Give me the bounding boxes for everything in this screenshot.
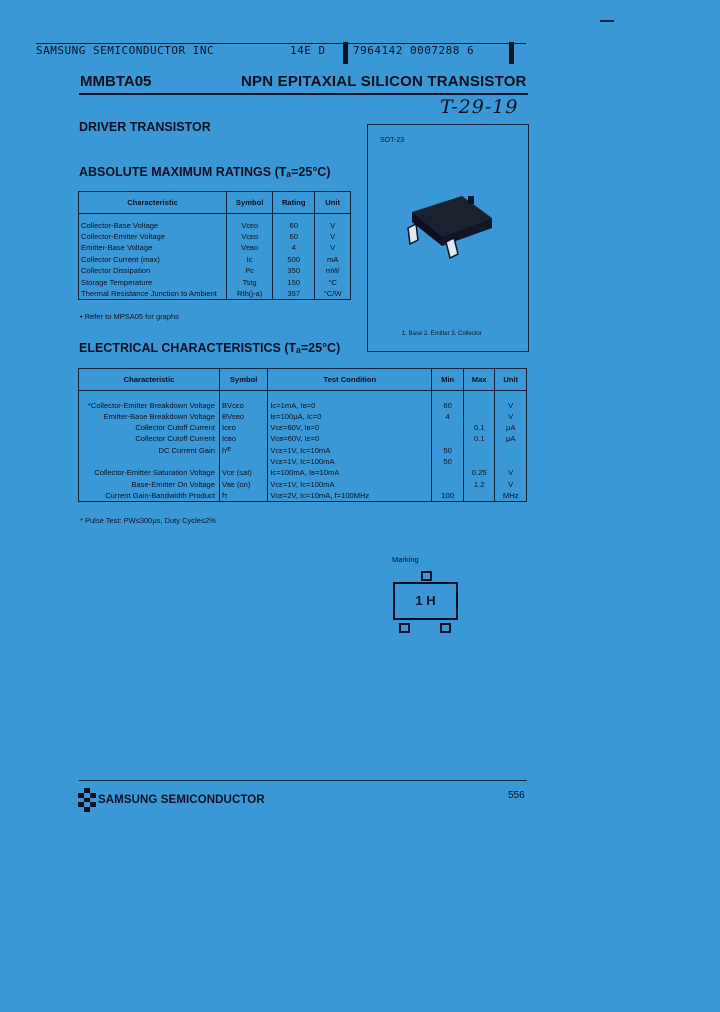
col-symbol: Symbol xyxy=(227,192,273,214)
part-number: MMBTA05 xyxy=(80,73,152,90)
cell-condition: Iᴄ=100mA, Iʙ=10mA xyxy=(268,467,432,478)
cell-condition: Iᴄ=1mA, Iʙ=0 xyxy=(268,400,432,411)
cell-max xyxy=(463,490,495,502)
table-row xyxy=(79,254,351,265)
header-rule xyxy=(36,43,526,44)
cell-characteristic: Collector-Emitter Saturation Voltage xyxy=(79,467,220,478)
cell-symbol: Iᴄᴇᴏ xyxy=(219,422,267,433)
handwritten-annotation: T-29-19 xyxy=(440,96,519,118)
cell-condition: Vᴄᴇ=2V, Iᴄ=10mA, f=100MHz xyxy=(268,490,432,502)
package-label: SOT-23 xyxy=(380,137,405,144)
cell-condition: Vᴄᴇ=1V, Iᴄ=100mA xyxy=(268,456,432,467)
table-row xyxy=(79,400,527,411)
subtitle: DRIVER TRANSISTOR xyxy=(79,120,211,134)
cell-unit: V xyxy=(315,242,351,253)
cell-condition: Iᴇ=100μA, Iᴄ=0 xyxy=(268,411,432,422)
cell-min xyxy=(432,467,464,478)
cell-rating: 350 xyxy=(273,265,315,276)
package-pin-1 xyxy=(408,224,418,244)
table-spacer xyxy=(79,391,527,400)
electrical-heading: ELECTRICAL CHARACTERISTICS (Tₐ=25°C) xyxy=(79,341,341,355)
package-pin-3 xyxy=(468,196,474,204)
cell-characteristic: Emitter-Base Breakdown Voltage xyxy=(79,411,220,422)
cell-min: 100 xyxy=(432,490,464,502)
col-rating: Rating xyxy=(273,192,315,214)
cell-condition: Vᴄᴇ=1V, Iᴄ=100mA xyxy=(268,479,432,490)
table-row xyxy=(79,265,351,276)
table-row xyxy=(79,288,351,300)
cell-unit: μA xyxy=(495,433,527,444)
cell-symbol: Tstg xyxy=(227,277,273,288)
cell-max: 1.2 xyxy=(463,479,495,490)
table-row xyxy=(79,456,527,467)
samsung-logo-icon xyxy=(78,788,96,812)
electrical-table xyxy=(78,368,527,502)
cell-rating: 500 xyxy=(273,254,315,265)
cell-symbol: Vᴄᴇᴏ xyxy=(227,231,273,242)
title-rule xyxy=(79,93,528,95)
cell-characteristic: *Collector-Emitter Breakdown Voltage xyxy=(79,400,220,411)
header-bar-left xyxy=(343,42,348,64)
cell-unit: °C xyxy=(315,277,351,288)
col-max: Max xyxy=(463,369,495,391)
cell-characteristic: Storage Temperature xyxy=(79,277,227,288)
table-row xyxy=(79,277,351,288)
cell-symbol: Rth(j-a) xyxy=(227,288,273,300)
cell-unit: μA xyxy=(495,422,527,433)
table-row xyxy=(79,490,527,502)
table-row xyxy=(79,411,527,422)
marking-pin-left xyxy=(399,623,410,633)
cell-unit: MHz xyxy=(495,490,527,502)
marking-pin-top xyxy=(421,571,432,581)
cell-unit: V xyxy=(315,220,351,231)
cell-condition: Vᴄᴇ=60V, Iʙ=0 xyxy=(268,422,432,433)
cell-symbol: hᶠᴱ xyxy=(219,445,267,456)
table-row xyxy=(79,433,527,444)
cell-unit xyxy=(495,445,527,456)
cell-symbol: Vᴇʙᴏ xyxy=(227,242,273,253)
cell-symbol: Iᴄ xyxy=(227,254,273,265)
cell-rating: 4 xyxy=(273,242,315,253)
sot23-package-illustration xyxy=(400,190,500,270)
package-legend: 1. Base 2. Emitter 3. Collector xyxy=(402,331,482,337)
footer-rule xyxy=(79,780,527,781)
header-bar-right xyxy=(509,42,514,64)
table-row xyxy=(79,231,351,242)
cell-min xyxy=(432,479,464,490)
cell-symbol: Pᴄ xyxy=(227,265,273,276)
cell-max xyxy=(463,411,495,422)
cell-unit: V xyxy=(315,231,351,242)
col-test-condition: Test Condition xyxy=(268,369,432,391)
cell-max xyxy=(463,445,495,456)
cell-max xyxy=(463,456,495,467)
page-title: NPN EPITAXIAL SILICON TRANSISTOR xyxy=(241,73,527,90)
table-row xyxy=(79,242,351,253)
cell-symbol: BVᴄᴇᴏ xyxy=(219,400,267,411)
abs-max-note: • Refer to MPSA05 for graphs xyxy=(80,312,179,321)
cell-rating: 60 xyxy=(273,220,315,231)
cell-symbol xyxy=(219,456,267,467)
col-unit: Unit xyxy=(495,369,527,391)
cell-max xyxy=(463,400,495,411)
col-characteristic: Characteristic xyxy=(79,192,227,214)
cell-characteristic: Collector Current (max) xyxy=(79,254,227,265)
cell-unit: °C/W xyxy=(315,288,351,300)
cell-characteristic: Collector-Base Voltage xyxy=(79,220,227,231)
cell-symbol: fᴛ xyxy=(219,490,267,502)
footer-brand: SAMSUNG SEMICONDUCTOR xyxy=(98,794,265,806)
cell-min xyxy=(432,433,464,444)
cell-unit: mW xyxy=(315,265,351,276)
col-characteristic: Characteristic xyxy=(79,369,220,391)
table-row xyxy=(79,467,527,478)
col-min: Min xyxy=(432,369,464,391)
cell-min: 50 xyxy=(432,456,464,467)
col-unit: Unit xyxy=(315,192,351,214)
cell-min: 60 xyxy=(432,400,464,411)
cell-rating: 150 xyxy=(273,277,315,288)
marking-pin-right xyxy=(440,623,451,633)
cell-min: 4 xyxy=(432,411,464,422)
cell-characteristic: Emitter-Base Voltage xyxy=(79,242,227,253)
electrical-body xyxy=(79,391,527,502)
cell-characteristic: Base-Emitter On Voltage xyxy=(79,479,220,490)
abs-max-table xyxy=(78,191,351,300)
scan-mark xyxy=(600,20,614,22)
cell-condition: Vᴄʙ=60V, Iᴇ=0 xyxy=(268,433,432,444)
cell-condition: Vᴄᴇ=1V, Iᴄ=10mA xyxy=(268,445,432,456)
cell-characteristic xyxy=(79,456,220,467)
header-code: 14E D xyxy=(290,44,326,57)
header-company: SAMSUNG SEMICONDUCTOR INC xyxy=(36,44,215,57)
cell-symbol: Vᴄᴇᴏ xyxy=(227,220,273,231)
cell-symbol: Iᴄʙᴏ xyxy=(219,433,267,444)
cell-max: 0.1 xyxy=(463,422,495,433)
abs-max-body xyxy=(79,214,351,300)
cell-min xyxy=(432,422,464,433)
cell-min: 50 xyxy=(432,445,464,456)
cell-unit: V xyxy=(495,479,527,490)
cell-unit: V xyxy=(495,467,527,478)
pulse-test-note: * Pulse Test: PW≤300μs, Duty Cycle≤2% xyxy=(80,516,216,525)
table-row xyxy=(79,479,527,490)
cell-rating: 60 xyxy=(273,231,315,242)
cell-characteristic: Current Gain-Bandwidth Product xyxy=(79,490,220,502)
cell-unit: mA xyxy=(315,254,351,265)
cell-max: 0.1 xyxy=(463,433,495,444)
abs-max-heading: ABSOLUTE MAXIMUM RATINGS (Tₐ=25°C) xyxy=(79,165,331,179)
cell-characteristic: Thermal Resistance Junction to Ambient xyxy=(79,288,227,300)
marking-code: 1 H xyxy=(393,582,458,620)
marking-label: Marking xyxy=(392,555,419,564)
table-row xyxy=(79,220,351,231)
cell-characteristic: DC Current Gain xyxy=(79,445,220,456)
cell-unit: V xyxy=(495,411,527,422)
cell-max: 0.25 xyxy=(463,467,495,478)
col-symbol: Symbol xyxy=(219,369,267,391)
table-row xyxy=(79,445,527,456)
cell-symbol: Vᴄᴇ (sat) xyxy=(219,467,267,478)
header-doc-number: 7964142 0007288 6 xyxy=(353,44,475,57)
cell-symbol: BVᴇʙᴏ xyxy=(219,411,267,422)
table-row xyxy=(79,422,527,433)
cell-unit: V xyxy=(495,400,527,411)
cell-rating: 357 xyxy=(273,288,315,300)
cell-characteristic: Collector Cutoff Current xyxy=(79,422,220,433)
cell-unit xyxy=(495,456,527,467)
cell-characteristic: Collector Cutoff Current xyxy=(79,433,220,444)
page-number: 556 xyxy=(508,790,525,801)
cell-characteristic: Collector Dissipation xyxy=(79,265,227,276)
package-pin-2 xyxy=(446,238,458,258)
cell-symbol: Vʙᴇ (on) xyxy=(219,479,267,490)
cell-characteristic: Collector-Emitter Voltage xyxy=(79,231,227,242)
